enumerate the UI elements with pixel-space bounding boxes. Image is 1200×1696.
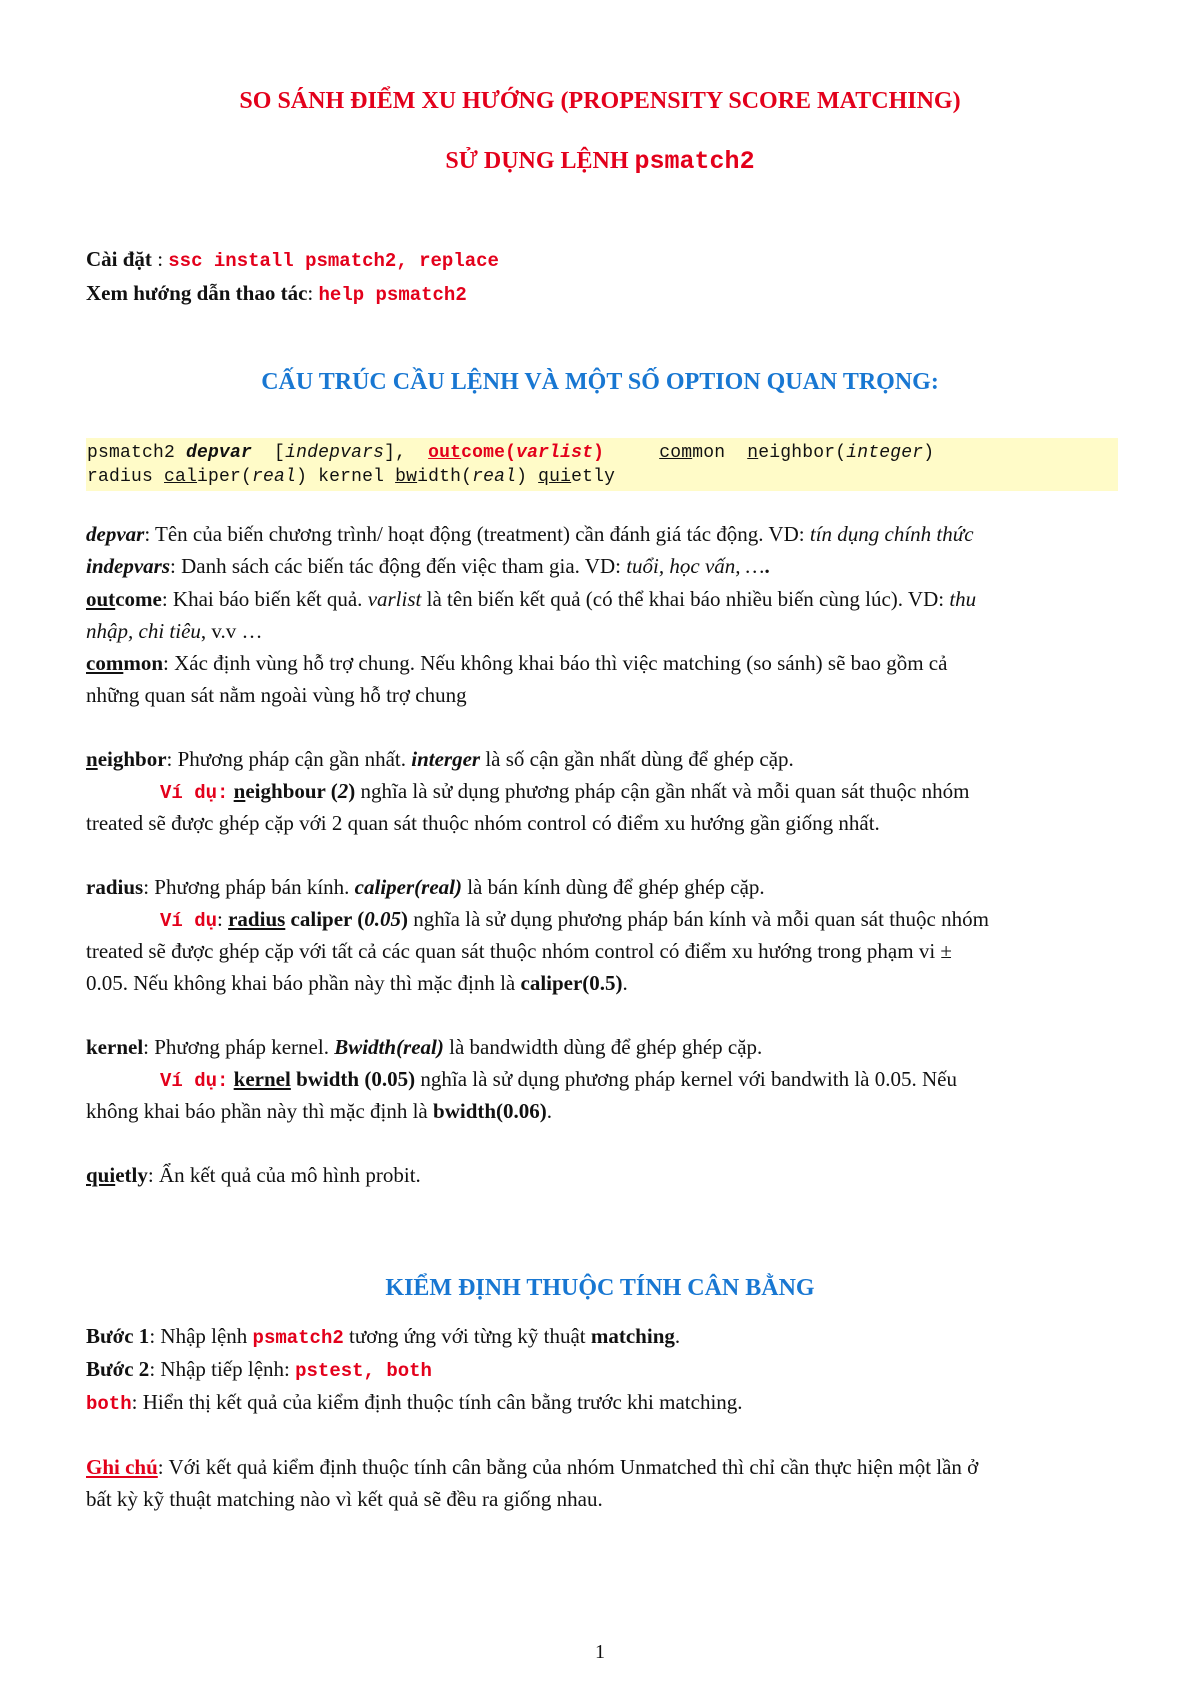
outcome-description-cont [86, 618, 263, 644]
neighbor-term: eighbor [97, 747, 167, 771]
quietly-term: etly [115, 1163, 148, 1187]
radius-text-1: : Phương pháp bán kính. [143, 875, 355, 899]
common-text-2: những quan sát nằm ngoài vùng hỗ trợ chung [86, 683, 467, 707]
outcome-example-2: nhập, chi tiêu [86, 619, 201, 643]
step-1-label: Bước 1 [86, 1324, 150, 1348]
neighbor-example-line-3: treated sẽ được ghép cặp với 2 quan sát thuộc nhóm control có điểm xu hướng gần giống nhất. [86, 811, 880, 835]
help-sep: : [307, 281, 319, 305]
neighbor-example-label: Ví dụ: [160, 782, 229, 804]
outcome-text-1: : Khai báo biến kết quả. [161, 587, 368, 611]
outcome-tail: , v.v … [200, 619, 263, 643]
step-2-text: : Nhập tiếp lệnh: [149, 1357, 296, 1381]
step-1-text-1: : Nhập lệnh [149, 1324, 253, 1348]
outcome-example-1: thu [949, 587, 977, 611]
common-description-cont [86, 682, 467, 708]
syntax-com-abbrev: com [659, 443, 693, 463]
step-1-command: psmatch2 [252, 1327, 344, 1349]
outcome-description [86, 586, 976, 612]
title-line-1: SO SÁNH ĐIỂM XU HƯỚNG (PROPENSITY SCORE MATCHING) [239, 88, 961, 114]
kernel-example-term: kernel [233, 1067, 291, 1091]
kernel-default-value: bwidth(0.06) [433, 1099, 547, 1123]
radius-example-colon: : [217, 907, 229, 931]
radius-description [86, 874, 765, 900]
common-term-abbrev: com [86, 651, 124, 675]
syntax-kernel: ) kernel [296, 467, 396, 487]
page-number [0, 1641, 1200, 1664]
kernel-term: kernel [86, 1035, 144, 1059]
neighbor-example-close: ) [348, 779, 356, 803]
radius-caliper: caliper(real) [354, 875, 462, 899]
syntax-bwidth-close: ) [516, 467, 539, 487]
depvar-description [86, 521, 974, 547]
syntax-real-1: real [252, 467, 297, 487]
radius-example-label: Ví dụ [160, 910, 218, 932]
section-heading-balance [0, 1275, 1200, 1302]
kernel-default-end: . [546, 1099, 553, 1123]
syntax-qui-abbrev: qui [538, 467, 572, 487]
indepvars-description [86, 553, 770, 579]
radius-example-line-3: treated sẽ được ghép cặp với tất cả các quan sát thuộc nhóm control có điểm xu hướng trong phạm vi ± [86, 939, 952, 963]
radius-text-2: là bán kính dùng để ghép ghép cặp. [461, 875, 765, 899]
both-description [86, 1389, 743, 1417]
common-text-1: : Xác định vùng hỗ trợ chung. Nếu không khai báo thì việc matching (so sánh) sẽ bao gồm cả [163, 651, 948, 675]
syntax-line-2 [87, 466, 615, 488]
neighbor-example-text: nghĩa là sử dụng phương pháp cận gần nhất và mỗi quan sát thuộc nhóm [355, 779, 970, 803]
page-number-text: 1 [595, 1641, 605, 1663]
syntax-neighbor: eighbor( [758, 443, 847, 463]
syntax-real-2: real [472, 467, 517, 487]
neighbor-example-term: eighbour [245, 779, 326, 803]
syntax-cal-abbrev: cal [164, 467, 198, 487]
outcome-varlist: varlist [367, 587, 422, 611]
radius-example-number: 0.05 [364, 907, 401, 931]
radius-default-value: caliper(0.5) [520, 971, 623, 995]
common-term: mon [123, 651, 164, 675]
neighbor-example-number: 2 [337, 779, 349, 803]
syntax-integer: integer [846, 443, 924, 463]
syntax-caliper: iper( [197, 467, 253, 487]
syntax-n-abbrev: n [747, 443, 759, 463]
note-label: Ghi chú [86, 1455, 158, 1479]
both-term: both [86, 1393, 132, 1415]
neighbor-text-2: là số cận gần nhất dùng để ghép cặp. [480, 747, 794, 771]
kernel-bwidth: Bwidth(real) [334, 1035, 444, 1059]
radius-example-caliper: caliper ( [285, 907, 365, 931]
neighbor-term-abbrev: n [86, 747, 98, 771]
syntax-out-abbrev: out [428, 443, 462, 463]
radius-example-text: nghĩa là sử dụng phương pháp bán kính và mỗi quan sát thuộc nhóm [407, 907, 989, 931]
neighbor-example-abbrev: n [233, 779, 246, 803]
document-subtitle [0, 147, 1200, 176]
syntax-outcome: come( [461, 443, 517, 463]
step-2 [86, 1356, 432, 1384]
depvar-text: : Tên của biến chương trình/ hoạt động (treatment) cần đánh giá tác động. VD: [144, 522, 810, 546]
note-cont [86, 1486, 603, 1512]
help-line [86, 280, 467, 308]
syntax-neighbor-close: ) [923, 443, 935, 463]
depvar-term: depvar [86, 522, 145, 546]
radius-default-end: . [622, 971, 628, 995]
note-text-1: : Với kết quả kiểm định thuộc tính cân bằng của nhóm Unmatched thì chỉ cần thực hiện một lần ở [157, 1455, 979, 1479]
syntax-radius: radius [87, 467, 165, 487]
neighbor-example-paren: ( [325, 779, 338, 803]
syntax-comma: ], [384, 443, 418, 463]
radius-term: radius [86, 875, 144, 899]
section-heading-balance-text: KIỂM ĐỊNH THUỘC TÍNH CÂN BẰNG [385, 1275, 815, 1301]
note [86, 1454, 978, 1480]
depvar-example: tín dụng chính thức [809, 522, 974, 546]
install-command: ssc install psmatch2, replace [168, 250, 499, 272]
step-1 [86, 1323, 680, 1351]
radius-example [160, 906, 989, 934]
common-description [86, 650, 947, 676]
syntax-common: mon [692, 443, 726, 463]
neighbor-description [86, 746, 794, 772]
outcome-term-abbrev: out [86, 587, 116, 611]
syntax-depvar: depvar [186, 443, 253, 463]
step-1-end: . [674, 1324, 681, 1348]
radius-example-term: radius [228, 907, 286, 931]
neighbor-text-1: : Phương pháp cận gần nhất. [166, 747, 412, 771]
install-label: Cài đặt [86, 247, 152, 271]
syntax-cmd: psmatch2 [87, 443, 187, 463]
syntax-quietly: etly [571, 467, 616, 487]
step-2-label: Bước 2 [86, 1357, 150, 1381]
kernel-example-bwidth: bwidth (0.05) [290, 1067, 416, 1091]
syntax-bwidth: idth( [417, 467, 473, 487]
syntax-outcome-close: ) [593, 443, 605, 463]
indepvars-example: tuổi, học vấn, … [626, 554, 765, 578]
outcome-text-2: là tên biến kết quả (có thể khai báo nhiều biến cùng lúc). VD: [421, 587, 950, 611]
title-line-2: SỬ DỤNG LỆNH [445, 148, 635, 174]
radius-default-text: 0.05. Nếu không khai báo phần này thì mặc định là [86, 971, 521, 995]
kernel-example [160, 1066, 957, 1094]
step-1-text-2: tương ứng với từng kỹ thuật [343, 1324, 591, 1348]
radius-default [86, 970, 628, 996]
help-command: help psmatch2 [318, 284, 467, 306]
indepvars-term: indepvars [86, 554, 170, 578]
section-heading-syntax-text: CẤU TRÚC CẦU LỆNH VÀ MỘT SỐ OPTION QUAN TRỌNG: [261, 369, 939, 395]
kernel-example-label: Ví dụ: [160, 1070, 229, 1092]
syntax-line-1 [87, 442, 934, 464]
kernel-default-text: không khai báo phần này thì mặc định là [86, 1099, 434, 1123]
document-title [0, 88, 1200, 115]
outcome-term: come [115, 587, 162, 611]
indepvars-text: : Danh sách các biến tác động đến việc tham gia. VD: [170, 554, 627, 578]
syntax-bracket: [ [252, 443, 286, 463]
note-text-2: bất kỳ kỹ thuật matching nào vì kết quả sẽ đều ra giống nhau. [86, 1487, 603, 1511]
both-text: : Hiển thị kết quả của kiểm định thuộc tính cân bằng trước khi matching. [131, 1390, 743, 1414]
syntax-indepvars: indepvars [285, 443, 385, 463]
syntax-bw-abbrev: bw [395, 467, 418, 487]
kernel-text-1: : Phương pháp kernel. [143, 1035, 335, 1059]
neighbor-example [160, 778, 969, 806]
syntax-varlist: varlist [516, 443, 594, 463]
step-2-command: pstest, both [295, 1360, 432, 1382]
kernel-text-2: là bandwidth dùng để ghép ghép cặp. [443, 1035, 763, 1059]
indepvars-end: . [764, 554, 770, 578]
install-line [86, 246, 499, 274]
kernel-description [86, 1034, 762, 1060]
quietly-term-abbrev: qui [86, 1163, 116, 1187]
quietly-description [86, 1162, 421, 1188]
title-command: psmatch2 [634, 147, 755, 176]
help-label: Xem hướng dẫn thao tác [86, 281, 308, 305]
quietly-text: : Ẩn kết quả của mô hình probit. [147, 1163, 421, 1187]
install-sep: : [151, 247, 169, 271]
radius-example-close: ) [400, 907, 408, 931]
neighbor-example-cont [86, 810, 880, 836]
step-1-matching: matching [590, 1324, 675, 1348]
kernel-example-text: nghĩa là sử dụng phương pháp kernel với bandwith là 0.05. Nếu [415, 1067, 957, 1091]
neighbor-interger: interger [411, 747, 481, 771]
section-heading-syntax [0, 369, 1200, 396]
kernel-default [86, 1098, 552, 1124]
radius-example-cont [86, 938, 952, 964]
